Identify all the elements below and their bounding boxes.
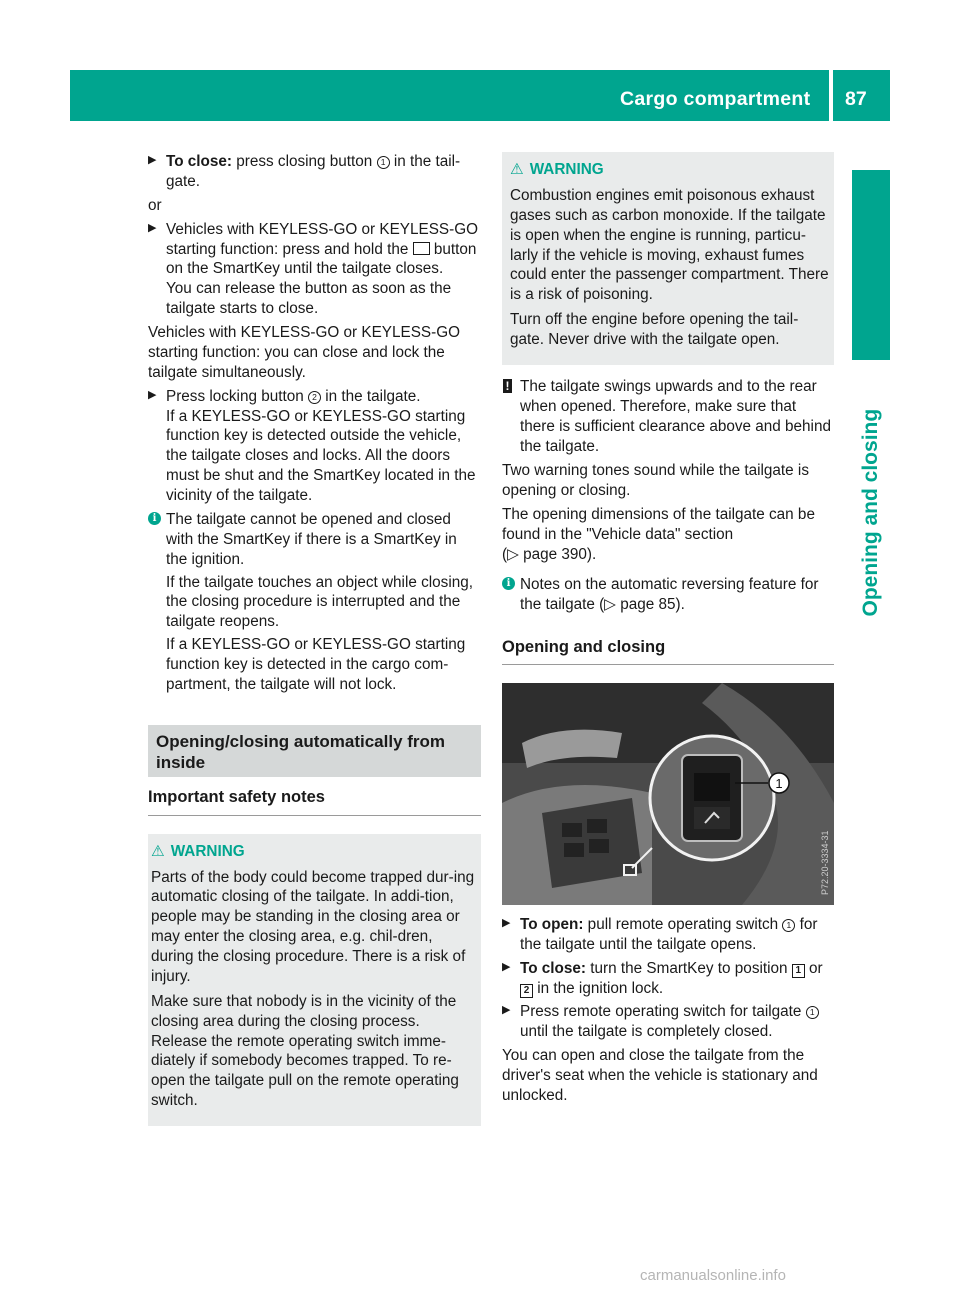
dimensions-paragraph — [502, 505, 834, 565]
dimensions-text: The opening dimensions of the tailgate can be found in the "Vehicle data" section — [502, 506, 815, 543]
warning-heading — [151, 842, 475, 862]
close-step — [148, 152, 481, 192]
info-text: Notes on the automatic reversing feature for the tailgate (▷ page 85). — [520, 575, 819, 613]
keyless-paragraph: Vehicles with KEYLESS-GO or KEYLESS-GO starting function: you can close and lock the tailgate simultaneously. — [148, 324, 461, 381]
step-arrow-icon: ▶ — [502, 1004, 511, 1017]
step-text: until the tailgate is completely closed. — [520, 1023, 773, 1041]
subsection-heading: Important safety notes — [148, 787, 481, 815]
position-2-icon: 2 — [520, 984, 533, 998]
lock-step — [148, 387, 481, 506]
tones-paragraph: Two warning tones sound while the tailgate is opening or closing. — [502, 462, 809, 500]
open-step — [502, 915, 834, 955]
right-column — [502, 152, 834, 1110]
warning-title: WARNING — [529, 161, 604, 178]
step-arrow-icon: ▶ — [148, 221, 157, 234]
header-divider — [829, 70, 833, 121]
warning-triangle-icon: ⚠ — [510, 161, 524, 178]
photo-code: P72.20-3334-31 — [820, 830, 830, 895]
step-label: To close: — [520, 959, 587, 977]
warning-title: WARNING — [170, 842, 245, 860]
chapter-tab-label: Opening and closing — [859, 409, 883, 617]
step-text: You can release the button as soon as the tailgate starts to close. — [166, 280, 452, 318]
step-arrow-icon: ▶ — [502, 960, 511, 973]
step-text: in the ignition lock. — [533, 979, 664, 997]
info-text: If a KEYLESS-GO or KEYLESS-GO starting function key is detected in the cargo com-partment, the tailgate will not lock. — [166, 636, 466, 693]
page-reference-link: (▷ page 390). — [502, 545, 597, 563]
left-column — [148, 152, 481, 1126]
callout-1-icon: 1 — [377, 156, 390, 169]
position-1-icon: 1 — [792, 964, 805, 978]
step-label: To open: — [520, 915, 584, 933]
warning-triangle-icon: ⚠ — [151, 842, 165, 860]
subsection-heading: Opening and closing — [502, 637, 834, 665]
callout-1-icon: 1 — [806, 1006, 819, 1019]
step-text: Press locking button — [166, 387, 308, 405]
warning-box — [502, 152, 834, 365]
step-text: Vehicles with KEYLESS-GO or KEYLESS-GO starting function: press and hold the — [166, 220, 479, 258]
info-note — [502, 575, 834, 615]
section-heading: Opening/closing automatically from inside — [148, 725, 481, 778]
page-number: 87 — [845, 88, 867, 110]
info-text: If the tailgate touches an object while closing, the closing procedure is interrupted and the tailgate reopens. — [166, 573, 473, 631]
watermark: carmanualsonline.info — [640, 1267, 786, 1284]
step-text: pull remote operating switch — [583, 915, 783, 933]
tailgate-switch-photo — [502, 683, 834, 905]
page-title: Cargo compartment — [620, 88, 811, 110]
step-text: or — [804, 959, 823, 977]
side-color-block — [852, 170, 890, 360]
step-text: for the tailgate until the tailgate opens. — [520, 915, 818, 953]
close-step — [502, 959, 834, 999]
chapter-tab — [852, 368, 890, 658]
caution-text: The tailgate swings upwards and to the rear when opened. Therefore, make sure that there is sufficient clearance above and behind the tailgate. — [520, 377, 831, 455]
keyless-close-step — [148, 220, 481, 319]
step-text: button on the SmartKey until the tailgate closes. — [166, 240, 477, 278]
info-icon: i — [148, 512, 161, 525]
callout-1-icon: 1 — [782, 919, 795, 932]
warning-text: Make sure that nobody is in the vicinity of the closing area during the closing process. Release the remote operating switch imme-diately if somebody becomes trapped. To re-open the tailgate pull on the remote operating switch. — [151, 992, 459, 1110]
exclamation-icon: ! — [503, 379, 512, 393]
step-text: in the tailgate. — [321, 387, 421, 405]
info-icon: i — [502, 577, 515, 590]
warning-heading — [510, 160, 830, 180]
step-text: If a KEYLESS-GO or KEYLESS-GO starting function key is detected outside the vehicle, the tailgate closes and locks. All the doors must be shut and the SmartKey located in the vicinity of the tailgate. — [166, 407, 476, 504]
step-arrow-icon: ▶ — [148, 388, 157, 401]
warning-text: Parts of the body could become trapped dur-ing automatic closing of the tailgate. In addi-tion, people may be standing in the closing area or may enter the closing area, e.g. chil-dren, during the closing procedure. There is a risk of injury. — [151, 868, 475, 985]
remote-close-step — [502, 1002, 834, 1042]
step-arrow-icon: ▶ — [148, 154, 157, 166]
caution-note — [502, 377, 834, 457]
or-text: or — [148, 196, 162, 214]
warning-text: Turn off the engine before opening the tail-gate. Never drive with the tailgate open. — [510, 311, 799, 348]
step-text: Press remote operating switch for tailgate — [520, 1003, 806, 1021]
photo-callout-label: 1 — [775, 775, 783, 791]
step-arrow-icon: ▶ — [502, 916, 511, 929]
step-label: To close: — [166, 153, 233, 170]
info-text: The tailgate cannot be opened and closed with the SmartKey if there is a SmartKey in the ignition. — [166, 510, 457, 568]
warning-box — [148, 834, 481, 1126]
tailgate-key-button-icon — [413, 242, 430, 255]
step-text: press closing button — [232, 153, 377, 170]
final-paragraph: You can open and close the tailgate from the driver's seat when the vehicle is stationary and unlocked. — [502, 1047, 818, 1104]
warning-text: Combustion engines emit poisonous exhaust gases such as carbon monoxide. If the tailgate is open when the engine is running, particu-larly if the vehicle is moving, exhaust fumes could enter the passenger compartment. There is a risk of poisoning. — [510, 186, 829, 304]
step-text: in the tail-gate. — [166, 153, 461, 190]
info-note — [148, 510, 481, 695]
callout-2-icon: 2 — [308, 391, 321, 404]
step-text: turn the SmartKey to position — [586, 959, 792, 977]
